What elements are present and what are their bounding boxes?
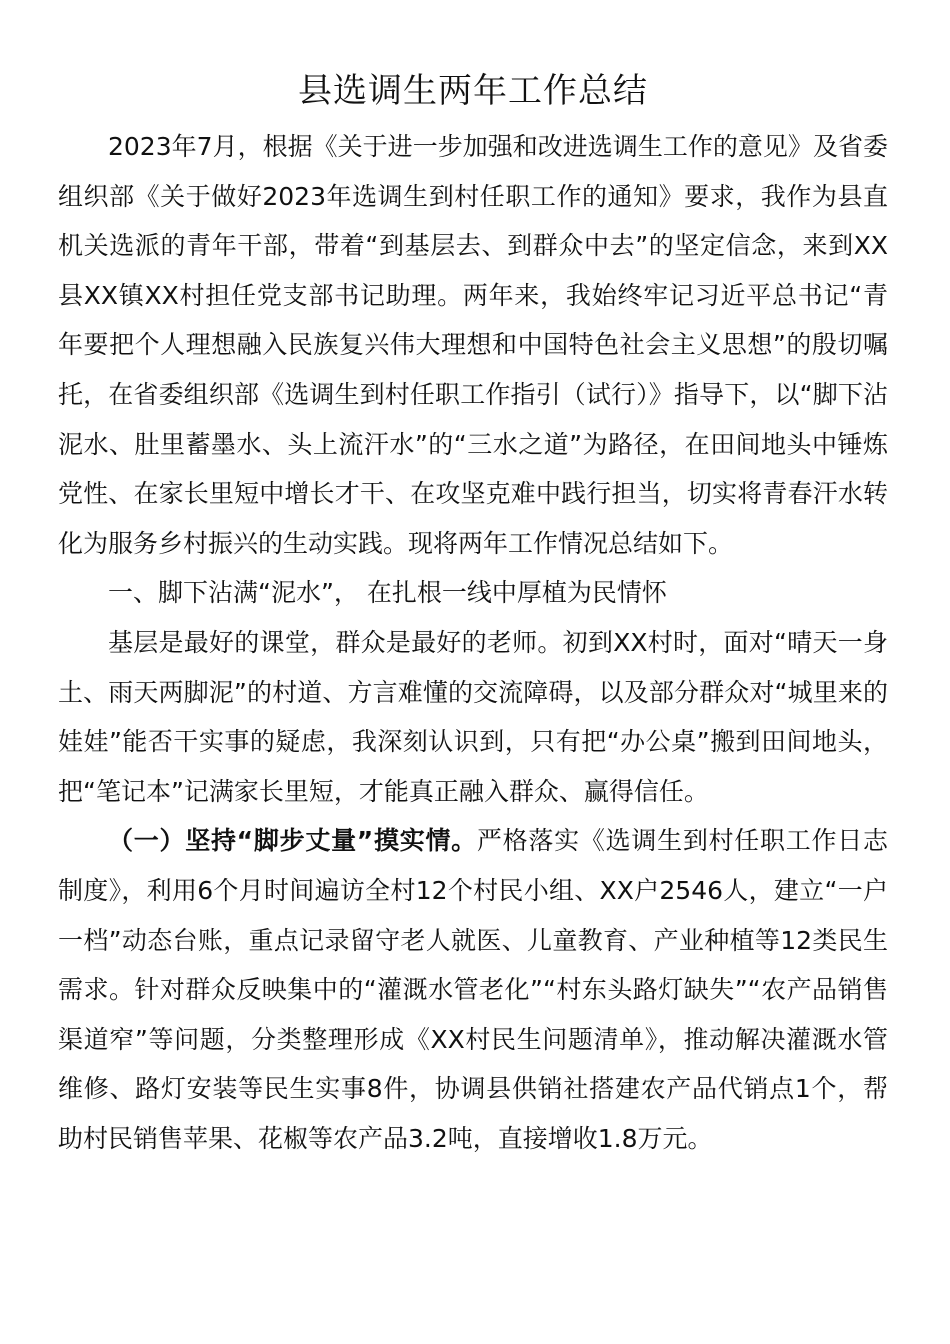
document-title: 县选调生两年工作总结 bbox=[298, 71, 648, 111]
subsection-1-body: 严格落实《选调生到村任职工作日志制度》，利用6个月时间遍访全村12个村民小组、XX户2546人，建立“一户一档”动态台账，重点记录留守老人就医、儿童教育、产业种植等12类民生需求。针对群众反映集中的“灌溉水管老化”“村东头路灯缺失”“农产品销售渠道窄”等问题，分类整理形成《XX村民生问题清单》，推动解决灌溉水管维修、路灯安装等民生实事8件，协调县供销社搭建农产品代销点1个，帮助村民销售苹果、花椒等农产品3.2吨，直接增收1.8万元。 bbox=[58, 826, 888, 1153]
subsection-1-lead: （一）坚持“脚步丈量”摸实情。 bbox=[108, 826, 477, 856]
intro-paragraph: 2023年7月，根据《关于进一步加强和改进选调生工作的意见》及省委组织部《关于做好2023年选调生到村任职工作的通知》要求，我作为县直机关选派的青年干部，带着“到基层去、到群众中去”的坚定信念，来到XX县XX镇XX村担任党支部书记助理。两年来，我始终牢记习近平总书记“青年要把个人理想融入民族复兴伟大理想和中国特色社会主义思想”的殷切嘱托，在省委组织部《选调生到村任职工作指引（试行）》指导下，以“脚下沾泥水、肚里蓄墨水、头上流汗水”的“三水之道”为路径，在田间地头中锤炼党性、在家长里短中增长才干、在攻坚克难中践行担当，切实将青春汗水转化为服务乡村振兴的生动实践。现将两年工作情况总结如下。 bbox=[58, 132, 888, 558]
subsection-1-paragraph bbox=[58, 816, 888, 1163]
section-1-paragraph: 基层是最好的课堂，群众是最好的老师。初到XX村时，面对“晴天一身土、雨天两脚泥”的村道、方言难懂的交流障碍，以及部分群众对“城里来的娃娃”能否干实事的疑虑，我深刻认识到，只有把“办公桌”搬到田间地头，把“笔记本”记满家长里短，才能真正融入群众、赢得信任。 bbox=[58, 627, 888, 806]
section-1-heading: 一、脚下沾满“泥水”， 在扎根一线中厚植为民情怀 bbox=[108, 578, 667, 608]
